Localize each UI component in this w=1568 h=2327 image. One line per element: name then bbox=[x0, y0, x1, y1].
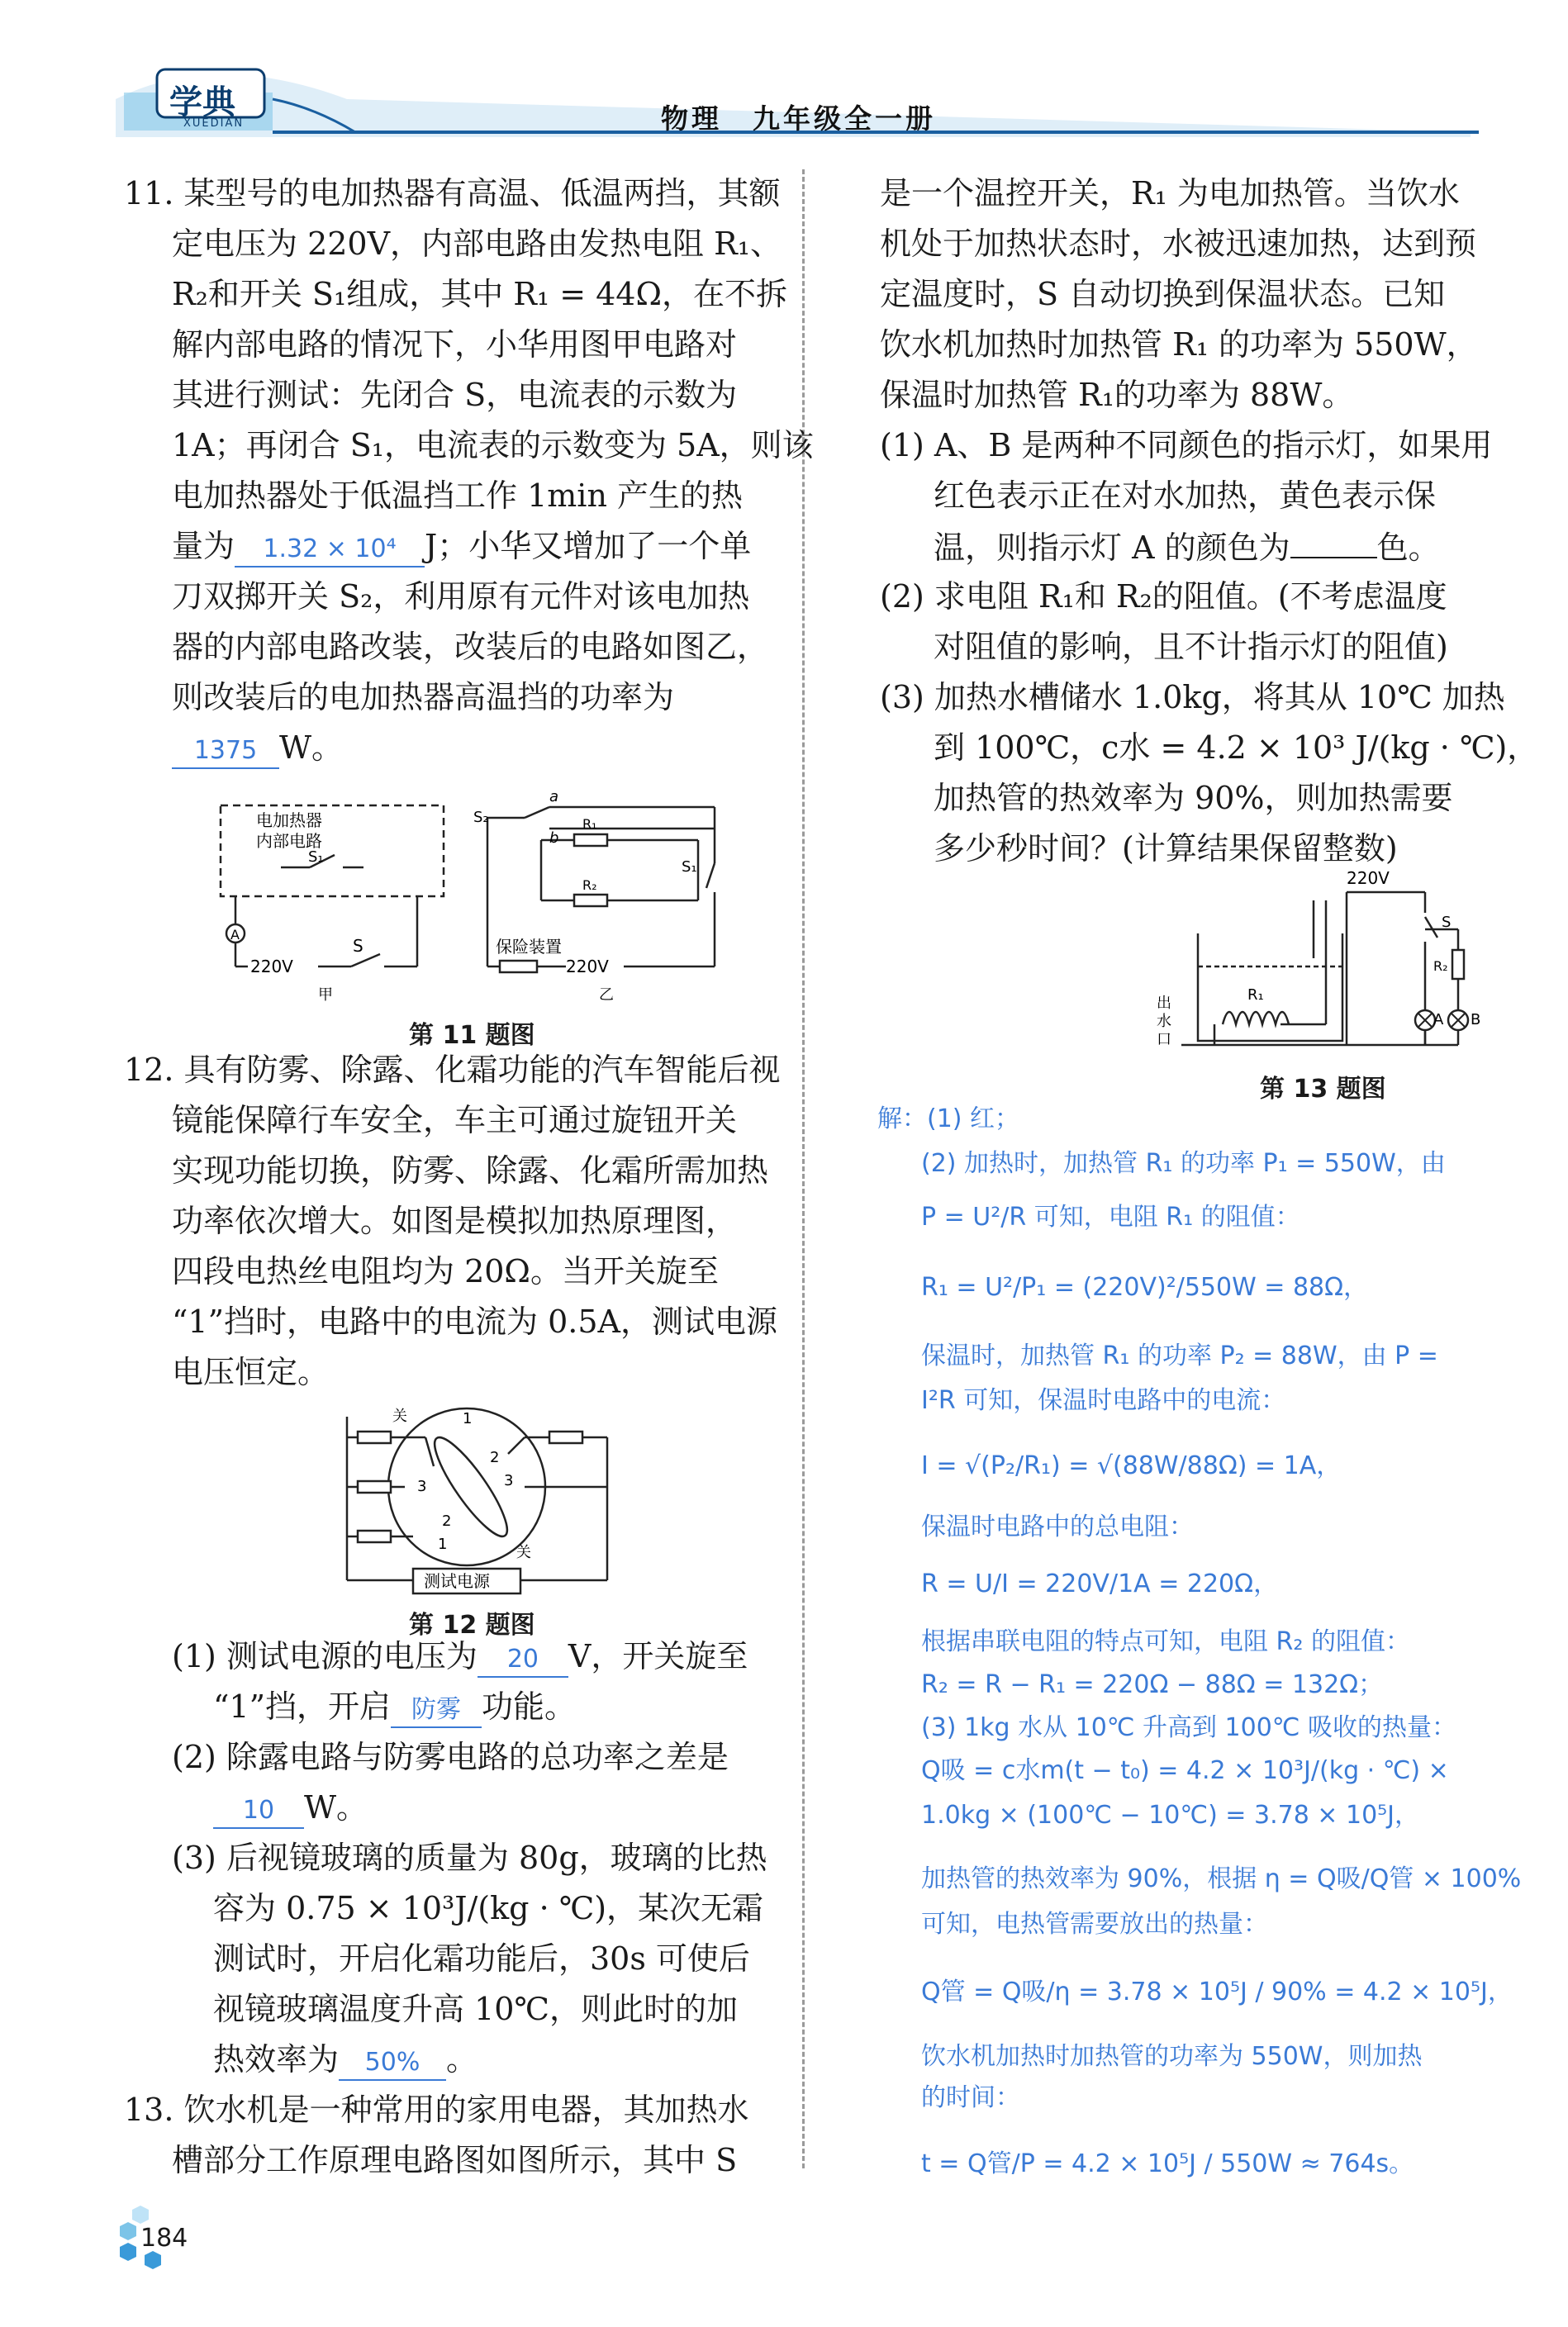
solution-line: R = U/I = 220V/1A = 220Ω， bbox=[921, 1570, 1279, 1598]
q12-part-line bbox=[213, 1787, 368, 1829]
fig-label: S bbox=[353, 936, 363, 956]
fig-label: S bbox=[1442, 914, 1452, 931]
resistor-r1 bbox=[574, 834, 607, 846]
solution-line: I = √(P₂/R₁) = √(88W/88Ω) = 1A， bbox=[921, 1451, 1342, 1480]
q11-text: J；小华又增加了一个单 bbox=[425, 528, 752, 564]
q12-part-line: 测试时，开启化霜功能后，30s 可使后 bbox=[213, 1940, 750, 1977]
q11-line: 其进行测试：先闭合 S，电流表的示数为 bbox=[172, 377, 738, 413]
q13-line: 槽部分工作原理电路图如图所示，其中 S bbox=[172, 2142, 738, 2178]
solution-line: Q管 = Q吸/η = 3.78 × 10⁵J / 90% = 4.2 × 10⁵J， bbox=[921, 1978, 1513, 2006]
solution-line: P = U²/R 可知，电阻 R₁ 的阻值： bbox=[921, 1203, 1300, 1232]
q11-line: 器的内部电路改装，改装后的电路如图乙， bbox=[172, 629, 769, 665]
solution-line: R₁ = U²/P₁ = (220V)²/550W = 88Ω， bbox=[921, 1273, 1369, 1302]
solution-line: t = Q管/P = 4.2 × 10⁵J / 550W ≈ 764s。 bbox=[921, 2149, 1414, 2178]
answer-blank: 防雾 bbox=[391, 1693, 482, 1728]
solution-line: 1.0kg × (100℃ − 10℃) = 3.78 × 10⁵J， bbox=[921, 1801, 1420, 1830]
solution-line: 的时间： bbox=[921, 2083, 1020, 2112]
q12-text: “1”挡，开启 bbox=[213, 1688, 392, 1725]
fig-label: S₁ bbox=[682, 858, 697, 876]
q13-line: (3) 加热水槽储水 1.0kg，将其从 10℃ 加热 bbox=[880, 679, 1505, 715]
fig-label: 2 bbox=[490, 1449, 500, 1466]
solution-line: (3) 1kg 水从 10℃ 升高到 100℃ 吸收的热量： bbox=[921, 1713, 1457, 1742]
q11-line bbox=[172, 727, 343, 769]
q12-line: 四段电热丝电阻均为 20Ω。当开关旋至 bbox=[172, 1253, 719, 1289]
fig-label: R₁ bbox=[1247, 986, 1264, 1004]
q13-line bbox=[934, 525, 1440, 568]
fig-label: 电加热器 bbox=[256, 810, 322, 830]
fig-label: R₁ bbox=[582, 816, 597, 832]
fig-label: 测试电源 bbox=[424, 1571, 490, 1591]
q12-line: 实现功能切换，防雾、除露、化霜所需加热 bbox=[172, 1152, 769, 1189]
fig-label: a bbox=[549, 789, 559, 805]
q11-text: 量为 bbox=[172, 528, 235, 564]
q13-text: 色。 bbox=[1376, 530, 1440, 566]
q12-line: 12. 具有防雾、除露、化霜功能的汽车智能后视 bbox=[124, 1052, 781, 1088]
q11-line: 定电压为 220V，内部电路由发热电阻 R₁、 bbox=[172, 226, 782, 262]
fig-label: 乙 bbox=[599, 986, 614, 1004]
logo-text: 学典 bbox=[169, 83, 235, 121]
q12-line: 电压恒定。 bbox=[172, 1354, 330, 1390]
q13-dispenser-figure bbox=[1148, 859, 1512, 1066]
answer-blank: 50% bbox=[339, 2046, 446, 2081]
q11-line: 电加热器处于低温挡工作 1min 产生的热 bbox=[172, 477, 743, 514]
heater-resistor bbox=[549, 1432, 582, 1443]
q13-line: (2) 求电阻 R₁和 R₂的阻值。(不考虑温度 bbox=[880, 578, 1447, 615]
fig-label: 保险装置 bbox=[496, 937, 562, 957]
fig-label: 水 bbox=[1157, 1013, 1171, 1030]
q12-part-line bbox=[172, 1636, 748, 1678]
q11-text: W。 bbox=[279, 729, 344, 766]
q12-part-line: (2) 除露电路与防雾电路的总功率之差是 bbox=[172, 1739, 729, 1775]
solution-line: 根据串联电阻的特点可知，电阻 R₂ 的阻值： bbox=[921, 1627, 1410, 1656]
solution-line: 可知，电热管需要放出的热量： bbox=[921, 1910, 1268, 1939]
q11-line bbox=[172, 525, 751, 568]
q11-line: 刀双掷开关 S₂，利用原有元件对该电加热 bbox=[172, 578, 750, 615]
resistor-r2 bbox=[1452, 950, 1464, 979]
fig-label: S₂ bbox=[473, 809, 489, 826]
q12-line: 功率依次增大。如图是模拟加热原理图， bbox=[172, 1203, 738, 1239]
solution-line: 饮水机加热时加热管的功率为 550W，则加热 bbox=[921, 2042, 1423, 2071]
fig-label: 关 bbox=[392, 1408, 407, 1425]
q12-part-line: 视镜玻璃温度升高 10℃，则此时的加 bbox=[213, 1991, 738, 2027]
q11-line: 解内部电路的情况下，小华用图甲电路对 bbox=[172, 326, 738, 363]
fig-label: 1 bbox=[463, 1410, 473, 1427]
answer-blank: 1.32 × 10⁴ bbox=[235, 533, 425, 568]
fig-label: 3 bbox=[504, 1472, 514, 1489]
fig-label: 出 bbox=[1157, 995, 1171, 1012]
solution-line: I²R 可知，保温时电路中的电流： bbox=[921, 1386, 1286, 1415]
fig-label: 3 bbox=[417, 1478, 427, 1495]
solution-line: Q吸 = c水m(t − t₀) = 4.2 × 10³J/(kg · ℃) × bbox=[921, 1756, 1449, 1785]
q13-line: 是一个温控开关，R₁ 为电加热管。当饮水 bbox=[880, 175, 1460, 211]
q13-text: 温，则指示灯 A 的颜色为 bbox=[934, 530, 1290, 566]
fig-label: 220V bbox=[250, 957, 293, 976]
q13-line: (1) A、B 是两种不同颜色的指示灯，如果用 bbox=[880, 427, 1493, 463]
q11-caption: 第 11 题图 bbox=[409, 1021, 535, 1050]
fig-label: 甲 bbox=[318, 986, 333, 1004]
q12-text: W。 bbox=[304, 1789, 368, 1826]
q13-line: 定温度时，S 自动切换到保温状态。已知 bbox=[880, 276, 1446, 312]
q12-line: 镜能保障行车安全，车主可通过旋钮开关 bbox=[172, 1102, 738, 1138]
q13-line: 保温时加热管 R₁的功率为 88W。 bbox=[880, 377, 1354, 413]
solution-line: 加热管的热效率为 90%，根据 η = Q吸/Q管 × 100% bbox=[921, 1864, 1522, 1893]
q12-caption: 第 12 题图 bbox=[409, 1611, 535, 1640]
page-number: 184 bbox=[140, 2224, 188, 2253]
column-divider bbox=[802, 169, 805, 2168]
q11-line: 则改装后的电加热器高温挡的功率为 bbox=[172, 679, 675, 715]
solution-line: 保温时电路中的总电阻： bbox=[921, 1513, 1194, 1541]
q13-caption: 第 13 题图 bbox=[1260, 1075, 1386, 1104]
solution-line: R₂ = R − R₁ = 220Ω − 88Ω = 132Ω； bbox=[921, 1670, 1384, 1699]
answer-blank: 20 bbox=[478, 1643, 568, 1678]
heater-resistor bbox=[358, 1432, 391, 1443]
q12-text: 热效率为 bbox=[213, 2041, 340, 2078]
q11-line: 11. 某型号的电加热器有高温、低温两挡，其额 bbox=[124, 175, 781, 211]
fuse-box bbox=[500, 961, 537, 972]
q11-line: 1A；再闭合 S₁，电流表的示数变为 5A，则该 bbox=[172, 427, 814, 463]
answer-blank: 1375 bbox=[172, 734, 279, 769]
fig-label: B bbox=[1471, 1011, 1481, 1028]
empty-blank bbox=[1290, 525, 1377, 558]
q12-part-line bbox=[213, 1686, 576, 1728]
solution-line: (2) 加热时，加热管 R₁ 的功率 P₁ = 550W，由 bbox=[921, 1149, 1446, 1178]
logo-subtext: XUEDIAN bbox=[183, 117, 245, 130]
q12-knob-figure bbox=[335, 1400, 624, 1598]
q13-line: 13. 饮水机是一种常用的家用电器，其加热水 bbox=[124, 2092, 749, 2128]
solution-line: 保温时，加热管 R₁ 的功率 P₂ = 88W，由 P = bbox=[921, 1342, 1438, 1370]
fig-label: 关 bbox=[516, 1544, 531, 1561]
q11-line: R₂和开关 S₁组成，其中 R₁ = 44Ω，在不拆 bbox=[172, 276, 787, 312]
fig-label: 1 bbox=[438, 1536, 448, 1553]
q12-text: 功能。 bbox=[482, 1688, 577, 1725]
q12-part-line: 容为 0.75 × 10³J/(kg · ℃)，某次无霜 bbox=[213, 1890, 764, 1926]
q13-line: 红色表示正在对水加热，黄色表示保 bbox=[934, 477, 1437, 514]
q13-line: 到 100℃，c水 = 4.2 × 10³ J/(kg · ℃)， bbox=[934, 729, 1539, 766]
q13-line: 机处于加热状态时，水被迅速加热，达到预 bbox=[880, 226, 1477, 262]
fig-label: 内部电路 bbox=[256, 831, 322, 851]
q12-line: “1”挡时，电路中的电流为 0.5A，测试电源 bbox=[172, 1304, 777, 1340]
q12-text: 。 bbox=[446, 2041, 478, 2078]
fig-label: 220V bbox=[1347, 868, 1390, 888]
fig-label: 2 bbox=[442, 1513, 452, 1530]
fig-label: R₂ bbox=[582, 877, 597, 893]
q12-part-line: (3) 后视镜玻璃的质量为 80g，玻璃的比热 bbox=[172, 1840, 767, 1876]
answer-blank: 10 bbox=[213, 1794, 304, 1829]
q11-circuit-figure bbox=[211, 789, 748, 1004]
q13-line: 加热管的热效率为 90%，则加热需要 bbox=[934, 780, 1453, 816]
heater-resistor bbox=[358, 1481, 391, 1493]
q12-part-line bbox=[213, 2039, 478, 2081]
fig-label: R₂ bbox=[1433, 958, 1448, 974]
q12-text: V，开关旋至 bbox=[568, 1638, 748, 1674]
ammeter-label: A bbox=[230, 927, 240, 943]
q13-line: 饮水机加热时加热管 R₁ 的功率为 550W， bbox=[880, 326, 1478, 363]
fig-label: b bbox=[549, 829, 559, 847]
fig-label: 口 bbox=[1157, 1031, 1171, 1048]
subject-title: 物理 九年级全一册 bbox=[661, 102, 936, 135]
fig-label: S₁ bbox=[308, 848, 324, 866]
heater-resistor bbox=[358, 1531, 391, 1542]
resistor-r2 bbox=[574, 895, 607, 906]
fig-label: 220V bbox=[566, 957, 609, 976]
q13-line: 多少秒时间？(计算结果保留整数) bbox=[934, 830, 1398, 867]
q13-line: 对阻值的影响，且不计指示灯的阻值) bbox=[934, 629, 1448, 665]
q12-text: (1) 测试电源的电压为 bbox=[172, 1638, 478, 1674]
solution-line: 解：(1) 红； bbox=[877, 1104, 1020, 1133]
fig-label: A bbox=[1433, 1011, 1444, 1028]
